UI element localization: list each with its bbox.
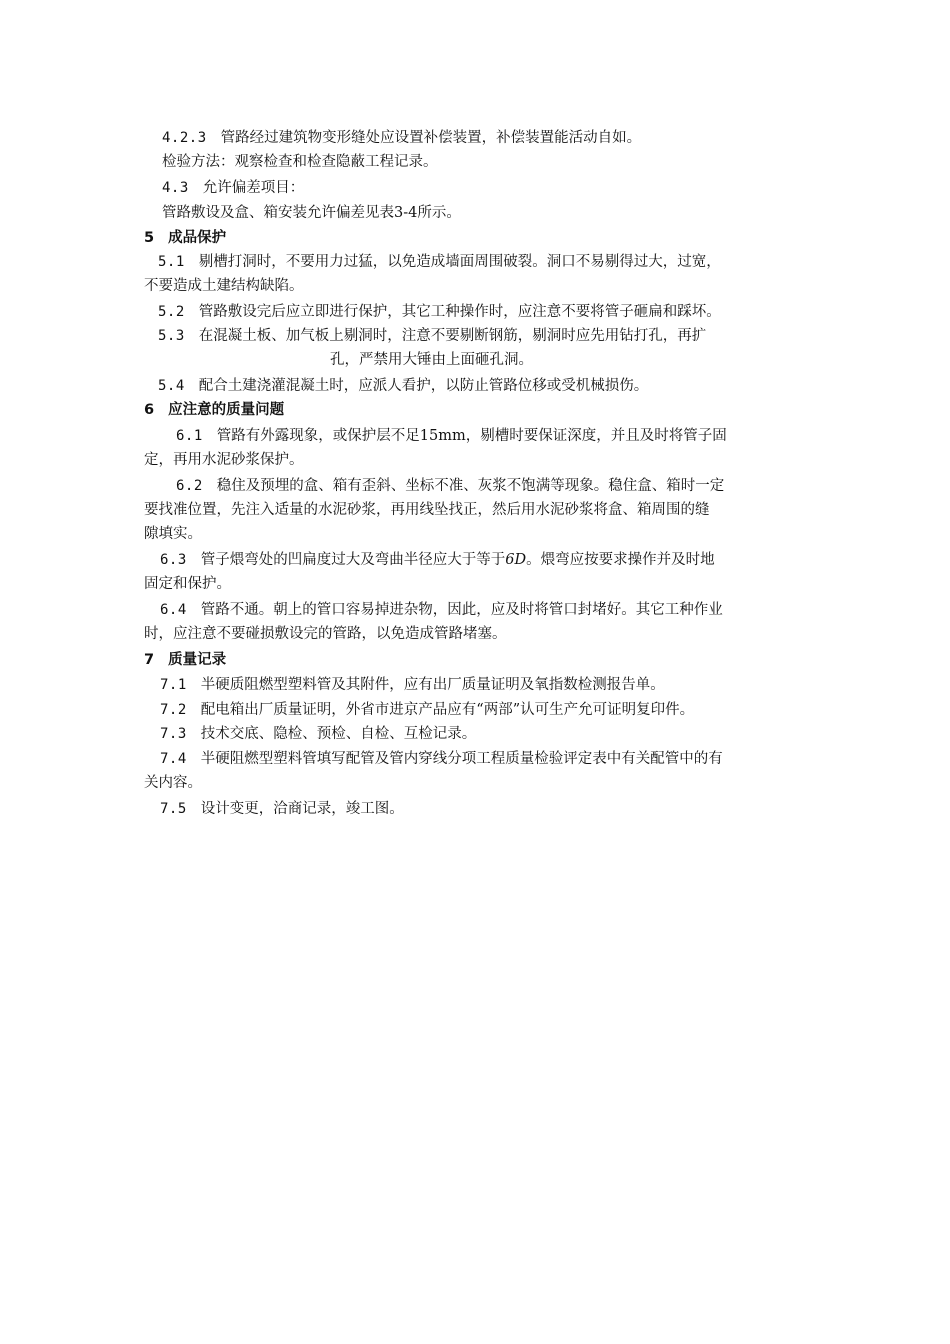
clause-7-4 (144, 747, 808, 795)
clause-number: 7.5 (160, 801, 187, 817)
section-title: 应注意的质量问题 (168, 402, 285, 418)
section-6-heading (144, 398, 808, 422)
clause-text-line-2: 时，应注意不要碰损敷设完的管路，以免造成管路堵塞。 (144, 626, 507, 642)
clause-7-1 (144, 673, 808, 697)
section-title: 成品保护 (168, 230, 227, 246)
clause-text-line-1: 剔槽打洞时，不要用力过猛，以免造成墙面周围破裂。洞口不易剔得过大，过宽， (198, 254, 721, 270)
clause-number: 7.3 (160, 726, 187, 742)
clause-7-5 (144, 797, 808, 821)
clause-number: 5.4 (158, 378, 185, 394)
clause-number: 6.1 (176, 428, 203, 444)
clause-text-line-2: 要找准位置，先注入适量的水泥砂浆，再用线坠找正，然后用水泥砂浆将盒、箱周围的缝 (144, 502, 710, 518)
tolerance-note (144, 201, 808, 225)
clause-number: 5.3 (158, 328, 185, 344)
clause-text: 设计变更，洽商记录，竣工图。 (200, 801, 404, 817)
clause-text-line-2: 孔，严禁用大锤由上面砸孔洞。 (330, 352, 533, 368)
clause-6-2 (144, 474, 808, 546)
clause-number: 7.2 (160, 702, 187, 718)
clause-number: 6.3 (160, 552, 187, 568)
clause-text-line-1: 在混凝土板、加气板上剔洞时，注意不要剔断钢筋，剔洞时应先用钻打孔，再扩 (198, 328, 707, 344)
clause-text: 允许偏差项目： (202, 180, 305, 196)
clause-4-2-3 (144, 126, 808, 150)
clause-text: 技术交底、隐检、预检、自检、互检记录。 (200, 726, 477, 742)
clause-7-2 (144, 698, 808, 722)
clause-5-4 (144, 374, 808, 398)
clause-number: 7.4 (160, 751, 187, 767)
section-title: 质量记录 (168, 652, 227, 668)
clause-text-line-1: 管路不通。朝上的管口容易掉进杂物，因此，应及时将管口封堵好。其它工种作业 (200, 602, 723, 618)
clause-text: 管路经过建筑物变形缝处应设置补偿装置，补偿装置能活动自如。 (220, 130, 642, 146)
clause-text-line-1c: 。煨弯应按要求操作并及时地 (526, 552, 715, 568)
clause-6-4 (144, 598, 808, 646)
clause-text-line-2: 定，再用水泥砂浆保护。 (144, 452, 304, 468)
section-7-heading (144, 648, 808, 672)
clause-number: 5.2 (158, 304, 185, 320)
inspection-method (144, 150, 808, 174)
clause-7-3 (144, 722, 808, 746)
clause-6-3 (144, 548, 808, 596)
clause-text-line-1a: 管子煨弯处的凹扁度过大及弯曲半径应大于等于 (200, 552, 506, 568)
clause-5-1 (144, 250, 808, 298)
clause-number: 6.4 (160, 602, 187, 618)
clause-text-line-3: 隙填实。 (144, 526, 202, 542)
clause-text-line-1: 稳住及预埋的盒、箱有歪斜、坐标不准、灰浆不饱满等现象。稳住盒、箱时一定 (216, 478, 725, 494)
clause-text-line-2: 不要造成土建结构缺陷。 (144, 278, 304, 294)
clause-number: 4.3 (162, 180, 189, 196)
tolerance-note-text: 管路敷设及盒、箱安装允许偏差见表3-4所示。 (162, 205, 461, 221)
clause-number: 4.2.3 (162, 130, 207, 146)
clause-4-3 (144, 176, 808, 200)
section-number: 5 (144, 230, 155, 246)
clause-5-2 (144, 300, 808, 324)
clause-number: 7.1 (160, 677, 187, 693)
section-5-heading (144, 226, 808, 250)
section-number: 6 (144, 402, 155, 418)
clause-text-line-1: 半硬阻燃型塑料管填写配管及管内穿线分项工程质量检验评定表中有关配管中的有 (200, 751, 723, 767)
clause-number: 5.1 (158, 254, 185, 270)
bend-radius-symbol: 6D (505, 552, 527, 568)
clause-text: 配电箱出厂质量证明，外省市进京产品应有“两部”认可生产允可证明复印件。 (200, 702, 695, 718)
clause-text-line-2: 关内容。 (144, 775, 202, 791)
clause-text: 配合土建浇灌混凝土时，应派人看护，以防止管路位移或受机械损伤。 (198, 378, 649, 394)
clause-6-1 (144, 424, 808, 472)
section-number: 7 (144, 652, 155, 668)
clause-5-3 (144, 324, 808, 372)
inspection-method-text: 检验方法：观察检查和检查隐蔽工程记录。 (162, 154, 438, 170)
clause-number: 6.2 (176, 478, 203, 494)
clause-text: 半硬质阻燃型塑料管及其附件，应有出厂质量证明及氧指数检测报告单。 (200, 677, 665, 693)
clause-text-line-1: 管路有外露现象，或保护层不足15mm，剔槽时要保证深度，并且及时将管子固 (216, 428, 727, 444)
clause-text-line-2: 固定和保护。 (144, 576, 231, 592)
clause-text: 管路敷设完后应立即进行保护，其它工种操作时，应注意不要将管子砸扁和踩坏。 (198, 304, 721, 320)
